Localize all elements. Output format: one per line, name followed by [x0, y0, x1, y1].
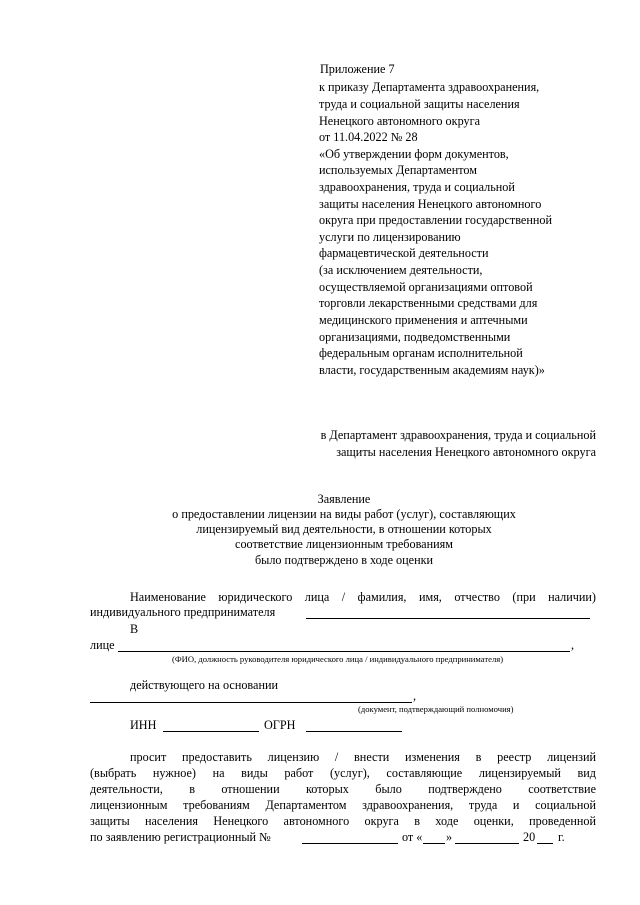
applicant-name-field[interactable]: [306, 618, 590, 619]
inn-label: ИНН: [130, 718, 157, 732]
inn-field[interactable]: [163, 731, 259, 732]
appendix-line: Ненецкого автономного округа: [319, 114, 481, 128]
day-field[interactable]: [423, 843, 445, 844]
appendix-line: медицинского применения и аптечными: [319, 313, 528, 327]
fio-caption: (ФИО, должность руководителя юридического лица / индивидуального предпринимателя): [172, 654, 504, 664]
body-line-2: (выбрать нужное) на виды работ (услуг), составляющие лицензируемый вид: [90, 766, 596, 780]
appendix-line: услуги по лицензированию: [319, 230, 461, 244]
registration-label: по заявлению регистрационный №: [90, 830, 271, 844]
appendix-line: труда и социальной защиты населения: [319, 97, 520, 111]
addressee-line-1: в Департамент здравоохранения, труда и социальной: [320, 428, 596, 442]
body-line-3: деятельности, в отношении которых было подтверждено соответствие: [90, 782, 596, 796]
title-line-1: о предоставлении лицензии на виды работ (услуг), составляющих: [172, 507, 516, 521]
appendix-line: федеральным органам исполнительной: [319, 346, 523, 360]
acting-basis-label: действующего на основании: [130, 678, 279, 692]
ogrn-label: ОГРН: [264, 718, 296, 732]
appendix-line: осуществляемой организациями оптовой: [319, 280, 533, 294]
appendix-line: используемых Департаментом: [319, 163, 477, 177]
document-caption: (документ, подтверждающий полномочия): [358, 704, 514, 714]
document-title: Заявление: [317, 492, 371, 506]
year-suffix: г.: [558, 830, 565, 844]
body-line-5: защиты населения Ненецкого автономного округа в ходе оценки, проведенной: [90, 814, 596, 828]
comma: ,: [571, 638, 575, 652]
applicant-name-label-2: индивидуального предпринимателя: [90, 605, 276, 619]
comma-2: ,: [413, 689, 417, 703]
appendix-line: фармацевтической деятельности: [319, 246, 489, 260]
addressee-line-2: защиты населения Ненецкого автономного округа: [336, 445, 596, 459]
registration-number-field[interactable]: [302, 843, 398, 844]
appendix-line: округа при предоставлении государственной: [319, 213, 552, 227]
person-label: лице: [90, 638, 115, 652]
appendix-line: организациями, подведомственными: [319, 330, 511, 344]
ogrn-field[interactable]: [306, 731, 402, 732]
year-prefix: 20: [523, 830, 536, 844]
date-close-quote: »: [446, 830, 453, 844]
appendix-line: (за исключением деятельности,: [319, 263, 483, 277]
title-line-4: было подтверждено в ходе оценки: [254, 553, 434, 567]
appendix-line: здравоохранения, труда и социальной: [319, 180, 515, 194]
year-field[interactable]: [537, 843, 553, 844]
title-line-2: лицензируемый вид деятельности, в отношении которых: [196, 522, 492, 536]
appendix-line: от 11.04.2022 № 28: [319, 130, 418, 144]
body-line-4: лицензионным требованиям Департаментом здравоохранения, труда и социальной: [90, 798, 596, 812]
body-line-1: просит предоставить лицензию / внести изменения в реестр лицензий: [130, 750, 596, 764]
appendix-line: Приложение 7: [320, 62, 395, 76]
title-line-3: соответствие лицензионным требованиям: [235, 537, 453, 551]
appendix-line: к приказу Департамента здравоохранения,: [319, 80, 540, 94]
authority-document-field[interactable]: [90, 702, 412, 703]
applicant-name-label: Наименование юридического лица / фамилия, имя, отчество (при наличии): [130, 590, 596, 604]
month-field[interactable]: [455, 843, 519, 844]
appendix-line: торговли лекарственными средствами для: [319, 296, 538, 310]
in-person-label: В: [130, 622, 139, 636]
representative-field[interactable]: [118, 651, 570, 652]
appendix-line: «Об утверждении форм документов,: [319, 147, 509, 161]
appendix-line: защиты населения Ненецкого автономного: [319, 197, 542, 211]
appendix-line: власти, государственным академиям наук)»: [319, 363, 545, 377]
date-open-label: от «: [402, 830, 423, 844]
